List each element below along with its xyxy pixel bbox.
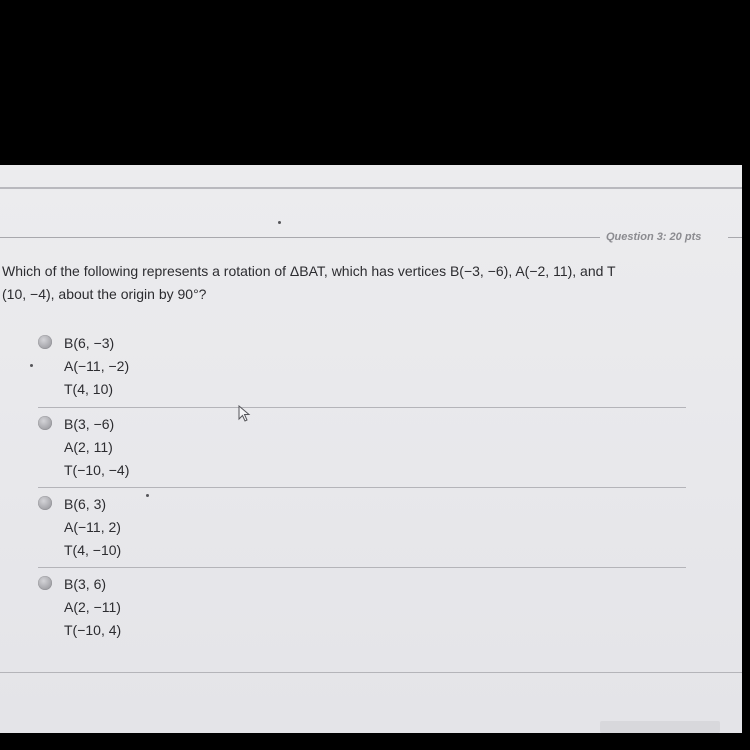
screen-speck	[146, 494, 149, 497]
option-line: B(6, −3)	[64, 335, 115, 351]
radio-button-icon[interactable]	[38, 416, 52, 430]
answer-option-3-text	[64, 493, 121, 562]
next-question-header	[600, 721, 720, 733]
top-divider	[0, 187, 742, 189]
screen-speck	[278, 221, 281, 224]
option-line: B(6, 3)	[64, 496, 107, 512]
option-line: T(−10, −4)	[64, 462, 130, 478]
question-prompt-line-1: Which of the following represents a rotation of ΔBAT, which has vertices B(−3, −6), A(−2, 11), and T	[2, 263, 616, 279]
option-divider	[38, 407, 686, 408]
option-divider	[38, 567, 686, 568]
question-prompt	[2, 260, 692, 306]
option-line: T(4, −10)	[64, 542, 122, 558]
mouse-pointer-icon	[238, 405, 252, 423]
radio-button-icon[interactable]	[38, 335, 52, 349]
option-line: B(3, 6)	[64, 576, 107, 592]
option-line: B(3, −6)	[64, 416, 115, 432]
option-line: A(2, 11)	[64, 439, 113, 455]
question-header-rule-end	[728, 237, 742, 238]
option-line: T(4, 10)	[64, 381, 114, 397]
question-prompt-line-2: (10, −4), about the origin by 90°?	[2, 286, 207, 302]
answer-option-1-text	[64, 332, 129, 401]
radio-button-icon[interactable]	[38, 496, 52, 510]
option-line: A(−11, −2)	[64, 358, 130, 374]
bottom-divider	[0, 672, 742, 673]
screen-speck	[30, 364, 33, 367]
radio-button-icon[interactable]	[38, 576, 52, 590]
quiz-screen	[0, 165, 742, 733]
answer-option-2-text	[64, 413, 129, 482]
question-points-label: Question 3: 20 pts	[606, 231, 702, 243]
option-divider	[38, 487, 686, 488]
option-line: T(−10, 4)	[64, 622, 122, 638]
question-header-rule	[0, 237, 600, 238]
answer-option-4-text	[64, 573, 121, 642]
option-line: A(−11, 2)	[64, 519, 121, 535]
option-line: A(2, −11)	[64, 599, 121, 615]
